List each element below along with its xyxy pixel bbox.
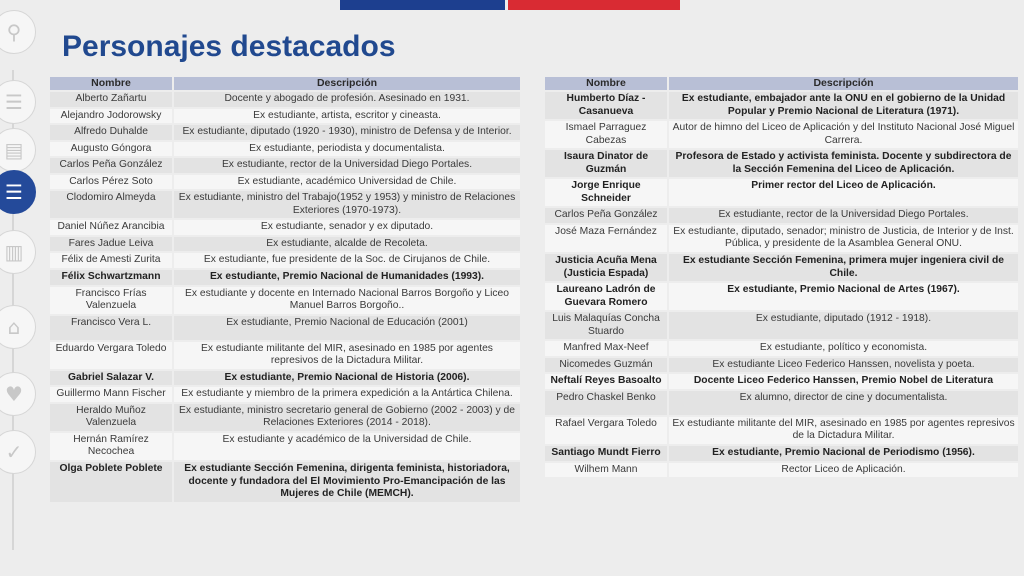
person-description: Ex alumno, director de cine y documentalista. bbox=[669, 391, 1020, 417]
person-name: Heraldo Muñoz Valenzuela bbox=[50, 404, 174, 433]
page-title: Personajes destacados bbox=[62, 30, 396, 63]
person-name: Carlos Pérez Soto bbox=[50, 175, 174, 192]
table-row bbox=[50, 270, 522, 287]
document-icon[interactable]: ▤ bbox=[0, 128, 36, 172]
person-name: Alfredo Duhalde bbox=[50, 125, 174, 142]
table-row bbox=[545, 208, 1020, 225]
person-description: Ex estudiante Sección Femenina, primera mujer ingeniera civil de Chile. bbox=[669, 254, 1020, 283]
person-description: Ex estudiante y miembro de la primera expedición a la Antártica Chilena. bbox=[174, 387, 522, 404]
person-description: Ex estudiante, rector de la Universidad Diego Portales. bbox=[669, 208, 1020, 225]
person-description: Ex estudiante, ministro del Trabajo(1952 y 1953) y ministro de Relaciones Exteriores (1970-1973). bbox=[174, 191, 522, 220]
person-name: Hernán Ramírez Necochea bbox=[50, 433, 174, 462]
person-name: Guillermo Mann Fischer bbox=[50, 387, 174, 404]
person-description: Docente y abogado de profesión. Asesinado en 1931. bbox=[174, 92, 522, 109]
person-name: Francisco Frías Valenzuela bbox=[50, 287, 174, 316]
column-header-description: Descripción bbox=[174, 77, 522, 92]
person-description: Ex estudiante, académico Universidad de Chile. bbox=[174, 175, 522, 192]
person-description: Autor de himno del Liceo de Aplicación y del Instituto Nacional José Miguel Carrera. bbox=[669, 121, 1020, 150]
person-description: Ex estudiante, rector de la Universidad Diego Portales. bbox=[174, 158, 522, 175]
table-row bbox=[50, 433, 522, 462]
person-name: Alejandro Jodorowsky bbox=[50, 109, 174, 126]
home-icon[interactable]: ⌂ bbox=[0, 305, 36, 349]
person-name: Carlos Peña González bbox=[545, 208, 669, 225]
table-row bbox=[50, 237, 522, 254]
table-row bbox=[50, 404, 522, 433]
heart-icon[interactable]: ♥ bbox=[0, 372, 36, 416]
person-name: José Maza Fernández bbox=[545, 225, 669, 254]
stack-icon[interactable]: ☰ bbox=[0, 170, 36, 214]
person-description: Ex estudiante militante del MIR, asesinado en 1985 por agentes represivos de la Dictadura Militar. bbox=[174, 342, 522, 371]
table-row bbox=[545, 446, 1020, 463]
person-name: Luis Malaquías Concha Stuardo bbox=[545, 312, 669, 341]
list-icon[interactable]: ☰ bbox=[0, 80, 36, 124]
table-row bbox=[545, 358, 1020, 375]
person-description: Ex estudiante, Premio Nacional de Humanidades (1993). bbox=[174, 270, 522, 287]
person-description: Ex estudiante, diputado (1912 - 1918). bbox=[669, 312, 1020, 341]
search-icon[interactable]: ⚲ bbox=[0, 10, 36, 54]
person-description: Ex estudiante, diputado, senador; ministro de Justicia, de Interior y de Inst. Pública, y presidente de la Asamblea General ONU. bbox=[669, 225, 1020, 254]
table-row bbox=[50, 92, 522, 109]
person-name: Clodomiro Almeyda bbox=[50, 191, 174, 220]
column-header-name: Nombre bbox=[545, 77, 669, 92]
person-description: Ex estudiante y docente en Internado Nacional Barros Borgoño y Liceo Manuel Barros Borgoño.. bbox=[174, 287, 522, 316]
person-description: Docente Liceo Federico Hanssen, Premio Nobel de Literatura bbox=[669, 374, 1020, 391]
person-description: Ex estudiante, diputado (1920 - 1930), ministro de Defensa y de Interior. bbox=[174, 125, 522, 142]
person-name: Pedro Chaskel Benko bbox=[545, 391, 669, 417]
column-header-name: Nombre bbox=[50, 77, 174, 92]
person-description: Ex estudiante Liceo Federico Hanssen, novelista y poeta. bbox=[669, 358, 1020, 375]
person-name: Gabriel Salazar V. bbox=[50, 371, 174, 388]
person-description: Ex estudiante, Premio Nacional de Historia (2006). bbox=[174, 371, 522, 388]
table-row bbox=[50, 462, 522, 504]
person-name: Fares Jadue Leiva bbox=[50, 237, 174, 254]
person-name: Justicia Acuña Mena (Justicia Espada) bbox=[545, 254, 669, 283]
person-description: Rector Liceo de Aplicación. bbox=[669, 463, 1020, 480]
table-row bbox=[545, 312, 1020, 341]
person-name: Jorge Enrique Schneider bbox=[545, 179, 669, 208]
person-name: Laureano Ladrón de Guevara Romero bbox=[545, 283, 669, 312]
table-row bbox=[50, 287, 522, 316]
table-row bbox=[545, 150, 1020, 179]
table-row bbox=[50, 342, 522, 371]
person-name: Wilhem Mann bbox=[545, 463, 669, 480]
table-row bbox=[545, 463, 1020, 480]
table-row bbox=[545, 374, 1020, 391]
person-name: Ismael Parraguez Cabezas bbox=[545, 121, 669, 150]
person-description: Ex estudiante, embajador ante la ONU en el gobierno de la Unidad Popular y Premio Nacional de Literatura (1971). bbox=[669, 92, 1020, 121]
person-description: Ex estudiante y académico de la Universidad de Chile. bbox=[174, 433, 522, 462]
person-name: Félix de Amesti Zurita bbox=[50, 253, 174, 270]
table-row bbox=[50, 191, 522, 220]
table-row bbox=[50, 253, 522, 270]
table-row bbox=[50, 387, 522, 404]
top-accent-bar-red bbox=[508, 0, 680, 10]
table-row bbox=[50, 142, 522, 159]
table-row bbox=[545, 391, 1020, 417]
person-name: Isaura Dinator de Guzmán bbox=[545, 150, 669, 179]
table-row bbox=[50, 125, 522, 142]
person-description: Ex estudiante militante del MIR, asesinado en 1985 por agentes represivos de la Dictadura Militar. bbox=[669, 417, 1020, 446]
person-description: Ex estudiante Sección Femenina, dirigenta feminista, historiadora, docente y fundadora del El Movimiento Pro-Emancipación de las Mujeres de Chile (MEMCH). bbox=[174, 462, 522, 504]
person-name: Rafael Vergara Toledo bbox=[545, 417, 669, 446]
person-description: Primer rector del Liceo de Aplicación. bbox=[669, 179, 1020, 208]
person-description: Ex estudiante, fue presidente de la Soc. de Cirujanos de Chile. bbox=[174, 253, 522, 270]
check-icon[interactable]: ✓ bbox=[0, 430, 36, 474]
person-name: Olga Poblete Poblete bbox=[50, 462, 174, 504]
person-description: Ex estudiante, Premio Nacional de Educación (2001) bbox=[174, 316, 522, 342]
person-name: Daniel Núñez Arancibia bbox=[50, 220, 174, 237]
person-description: Ex estudiante, alcalde de Recoleta. bbox=[174, 237, 522, 254]
person-name: Neftalí Reyes Basoalto bbox=[545, 374, 669, 391]
person-description: Ex estudiante, ministro secretario general de Gobierno (2002 - 2003) y de Relaciones Exteriores (2014 - 2018). bbox=[174, 404, 522, 433]
table-row bbox=[545, 92, 1020, 121]
person-name: Santiago Mundt Fierro bbox=[545, 446, 669, 463]
table-row bbox=[50, 316, 522, 342]
table-row bbox=[545, 254, 1020, 283]
table-row bbox=[545, 179, 1020, 208]
person-name: Félix Schwartzmann bbox=[50, 270, 174, 287]
table-row bbox=[50, 220, 522, 237]
people-table-left bbox=[50, 77, 522, 504]
person-description: Profesora de Estado y activista feminista. Docente y subdirectora de la Sección Femenina del Liceo de Aplicación. bbox=[669, 150, 1020, 179]
person-description: Ex estudiante, periodista y documentalista. bbox=[174, 142, 522, 159]
table-row bbox=[50, 158, 522, 175]
person-name: Francisco Vera L. bbox=[50, 316, 174, 342]
table-row bbox=[545, 283, 1020, 312]
person-description: Ex estudiante, Premio Nacional de Artes (1967). bbox=[669, 283, 1020, 312]
top-accent-bar-blue bbox=[340, 0, 505, 10]
person-description: Ex estudiante, Premio Nacional de Periodismo (1956). bbox=[669, 446, 1020, 463]
table-row bbox=[545, 417, 1020, 446]
person-name: Nicomedes Guzmán bbox=[545, 358, 669, 375]
person-description: Ex estudiante, artista, escritor y cineasta. bbox=[174, 109, 522, 126]
person-name: Carlos Peña González bbox=[50, 158, 174, 175]
person-name: Augusto Góngora bbox=[50, 142, 174, 159]
person-description: Ex estudiante, político y economista. bbox=[669, 341, 1020, 358]
table-row bbox=[50, 371, 522, 388]
person-description: Ex estudiante, senador y ex diputado. bbox=[174, 220, 522, 237]
table-row bbox=[50, 109, 522, 126]
person-name: Alberto Zañartu bbox=[50, 92, 174, 109]
table-row bbox=[545, 341, 1020, 358]
person-name: Eduardo Vergara Toledo bbox=[50, 342, 174, 371]
table-row bbox=[50, 175, 522, 192]
people-table-right bbox=[545, 77, 1020, 479]
buildings-icon[interactable]: ▥ bbox=[0, 230, 36, 274]
person-name: Humberto Díaz - Casanueva bbox=[545, 92, 669, 121]
table-row bbox=[545, 121, 1020, 150]
column-header-description: Descripción bbox=[669, 77, 1020, 92]
table-row bbox=[545, 225, 1020, 254]
person-name: Manfred Max-Neef bbox=[545, 341, 669, 358]
